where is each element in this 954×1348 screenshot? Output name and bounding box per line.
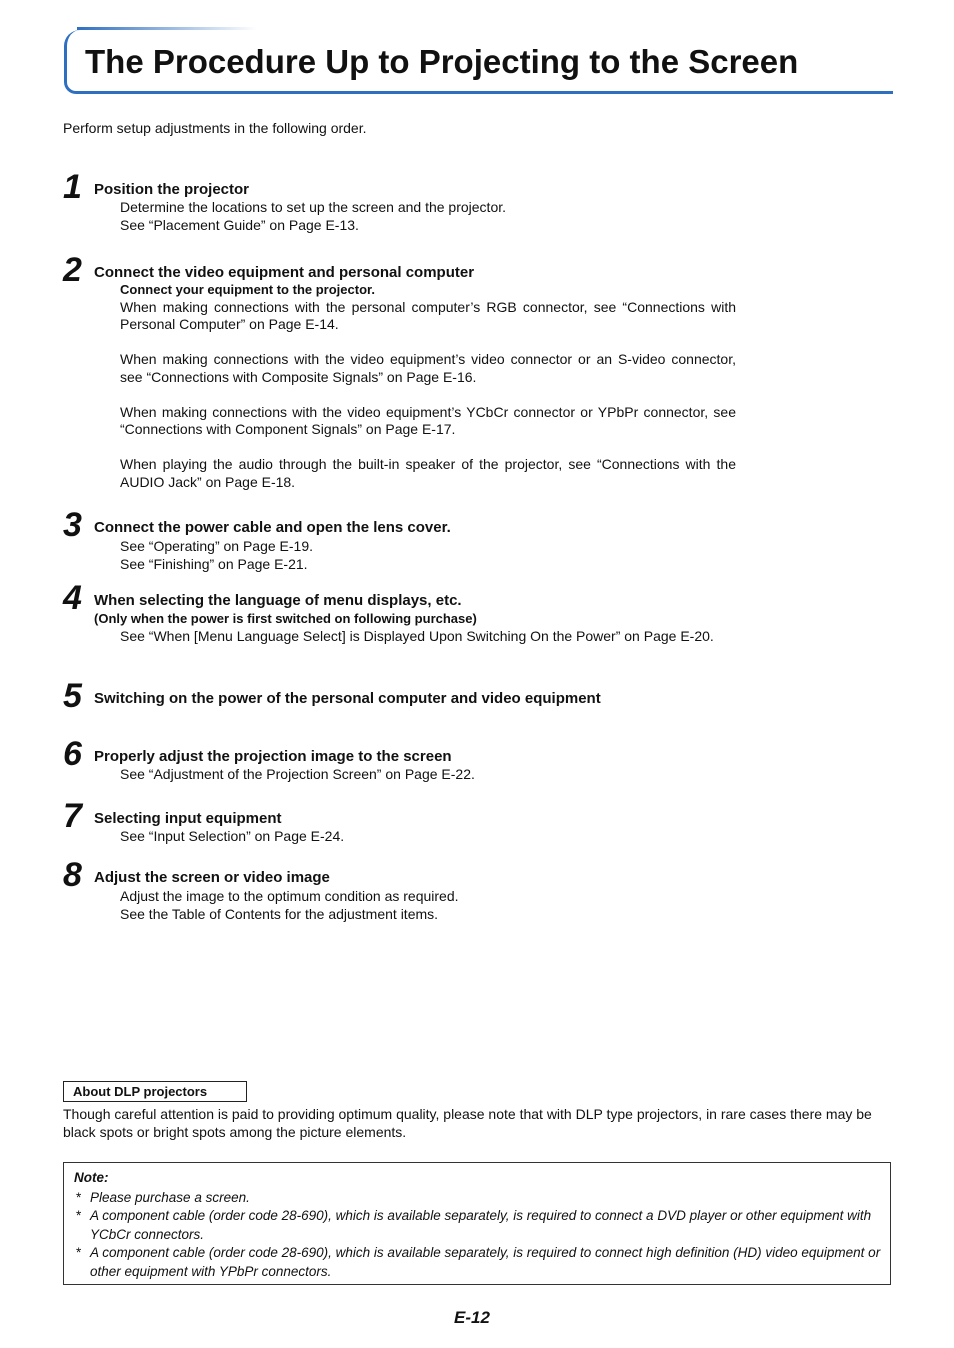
- step-line: See the Table of Contents for the adjustment items.: [120, 905, 439, 922]
- asterisk-bullet: *: [76, 1189, 82, 1205]
- page-number: E-12: [454, 1308, 490, 1327]
- step-paragraph: When playing the audio through the built-in speaker of the projector, see “Connections with the AUDIO Jack” on Page E-18.: [120, 456, 736, 490]
- step-subheading: (Only when the power is first switched on following purchase): [94, 611, 477, 626]
- step-number: 5: [63, 677, 82, 715]
- step-heading: Connect the power cable and open the lens cover.: [94, 519, 451, 536]
- step-number: 4: [63, 579, 82, 617]
- asterisk-bullet: *: [76, 1208, 82, 1223]
- step-subheading: Connect your equipment to the projector.: [120, 282, 375, 297]
- note-title: Note:: [74, 1170, 109, 1185]
- step-line: See “Placement Guide” on Page E-13.: [120, 216, 359, 233]
- step-number: 6: [63, 735, 82, 773]
- step-number: 2: [63, 251, 82, 289]
- note-item: [74, 1244, 882, 1281]
- step-number: 8: [63, 856, 82, 894]
- step-heading: Properly adjust the projection image to the screen: [94, 748, 452, 765]
- step-line: See “Finishing” on Page E-21.: [120, 555, 308, 572]
- step-heading: Switching on the power of the personal computer and video equipment: [94, 690, 601, 707]
- note-box: [63, 1162, 891, 1285]
- step-heading: Selecting input equipment: [94, 810, 282, 827]
- step-heading: Position the projector: [94, 181, 250, 198]
- step-line: See “When [Menu Language Select] is Displayed Upon Switching On the Power” on Page E-20.: [120, 627, 714, 644]
- intro-text: Perform setup adjustments in the following order.: [63, 120, 367, 136]
- note-item-text: Please purchase a screen.: [90, 1189, 250, 1205]
- step-heading: Connect the video equipment and personal computer: [94, 264, 475, 281]
- step-number: 1: [63, 168, 82, 206]
- step-line: See “Input Selection” on Page E-24.: [120, 828, 345, 844]
- step-line: See “Operating” on Page E-19.: [120, 538, 314, 554]
- step-number: 7: [63, 797, 82, 835]
- step-paragraph: When making connections with the video equipment’s YCbCr connector or YPbPr connector, see “Connections with Component Signals” on Page E-17.: [120, 403, 736, 437]
- step-line: See “Adjustment of the Projection Screen” on Page E-22.: [120, 766, 475, 782]
- step-paragraph: When making connections with the video equipment’s video connector or an S-video connector, see “Connections with Composite Signals” on Page E-16.: [120, 351, 736, 385]
- step-heading: Adjust the screen or video image: [94, 869, 330, 886]
- step-paragraph: When making connections with the personal computer’s RGB connector, see “Connections with Personal Computer” on Page E-14.: [120, 298, 736, 332]
- step-line: Adjust the image to the optimum condition as required.: [120, 888, 459, 904]
- step-heading: When selecting the language of menu displays, etc.: [94, 592, 462, 609]
- title-frame: [64, 30, 893, 94]
- asterisk-bullet: *: [76, 1245, 82, 1260]
- dlp-section-text: Though careful attention is paid to providing optimum quality, please note that with DLP type projectors, in rare cases there may be black spots or bright spots among the picture elements.: [63, 1106, 872, 1140]
- note-item: [74, 1207, 882, 1244]
- note-item-text: A component cable (order code 28-690), which is available separately, is required to connect a DVD player or other equipment with YCbCr connectors.: [90, 1208, 872, 1242]
- page-title: The Procedure Up to Projecting to the Screen: [85, 43, 799, 80]
- dlp-section-label: About DLP projectors: [63, 1081, 247, 1102]
- note-item-text: A component cable (order code 28-690), which is available separately, is required to connect high definition (HD) video equipment or other equipment with YPbPr connectors.: [90, 1245, 881, 1279]
- step-number: 3: [63, 506, 82, 544]
- note-item: [74, 1189, 882, 1208]
- step-line: Determine the locations to set up the screen and the projector.: [120, 199, 507, 215]
